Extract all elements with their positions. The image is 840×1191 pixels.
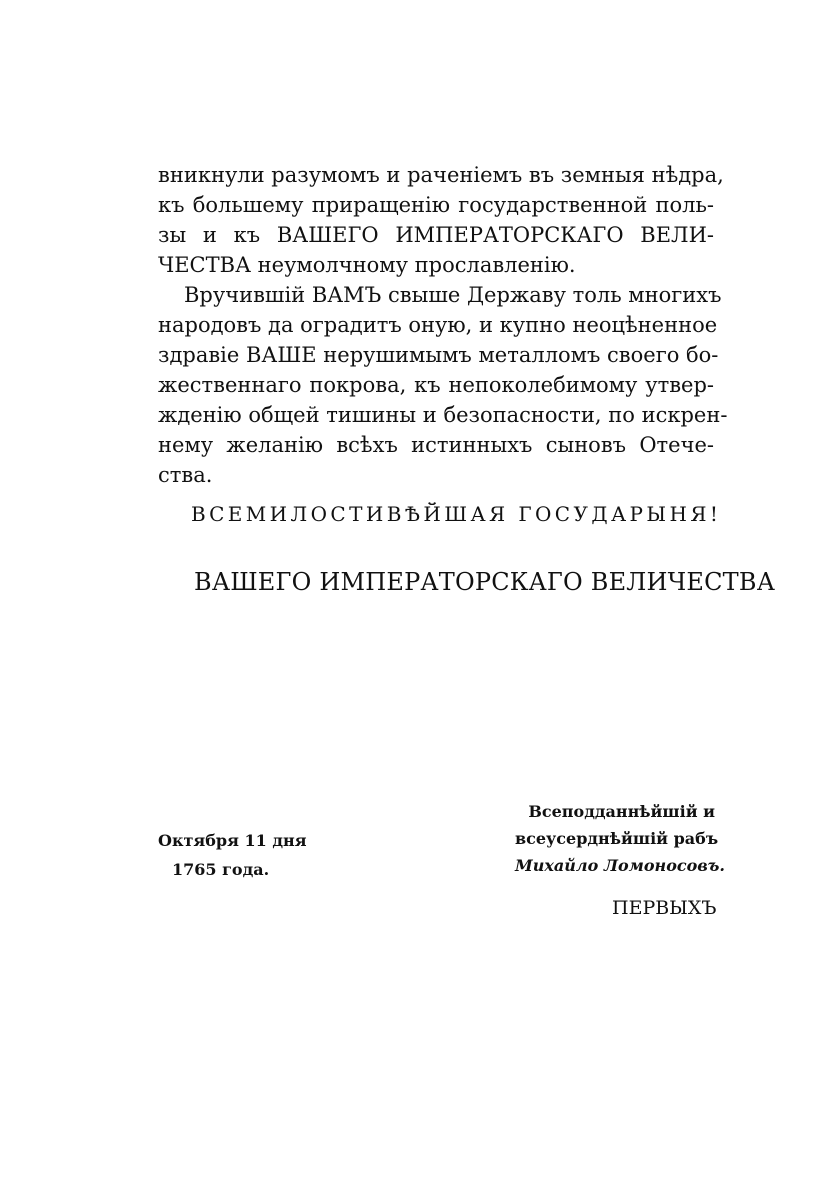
signature-name: Михайло Ломоносовъ. xyxy=(515,856,725,875)
body-line: ЧЕСТВА неумолчному прославленiю. xyxy=(158,253,576,277)
date-block xyxy=(158,826,307,884)
year-line: 1765 года. xyxy=(172,860,270,879)
body-line: Вручившiй ВАМЪ свыше Державу толь многихъ xyxy=(184,283,722,307)
salutation: ВСЕМИЛОСТИВѢЙШАЯ ГОСУДАРЫНЯ! xyxy=(191,502,722,526)
body-line: вникнули разумомъ и раченiемъ въ земныя нѣдра, xyxy=(158,163,724,187)
body-line: народовъ да оградитъ оную, и купно неоцѣненное xyxy=(158,313,718,337)
closing-title: ВАШЕГО ИМПЕРАТОРСКАГО ВЕЛИЧЕСТВА xyxy=(194,568,776,596)
dedication-body xyxy=(158,160,728,490)
body-line: зы и къ ВАШЕГО ИМПЕРАТОРСКАГО ВЕЛИ- xyxy=(158,223,714,247)
signature-line-1: Всеподданнѣйшiй и xyxy=(528,802,715,821)
signature-block xyxy=(515,798,725,879)
body-line: жденiю общей тишины и безопасности, по искрен- xyxy=(158,403,728,427)
body-line: нему желанiю всѣхъ истинныхъ сыновъ Отече- xyxy=(158,433,714,457)
signature-line-2: всеусерднѣйшiй рабъ xyxy=(515,829,719,848)
body-line: ства. xyxy=(158,463,213,487)
catchword: ПЕРВЫХЪ xyxy=(612,897,717,919)
body-line: къ большему приращенiю государственной поль- xyxy=(158,193,714,217)
body-line: здравiе ВАШЕ нерушимымъ металломъ своего бо- xyxy=(158,343,719,367)
body-line: жественнаго покрова, къ непоколебимому утвер- xyxy=(158,373,714,397)
date-line: Октября 11 дня xyxy=(158,831,307,850)
